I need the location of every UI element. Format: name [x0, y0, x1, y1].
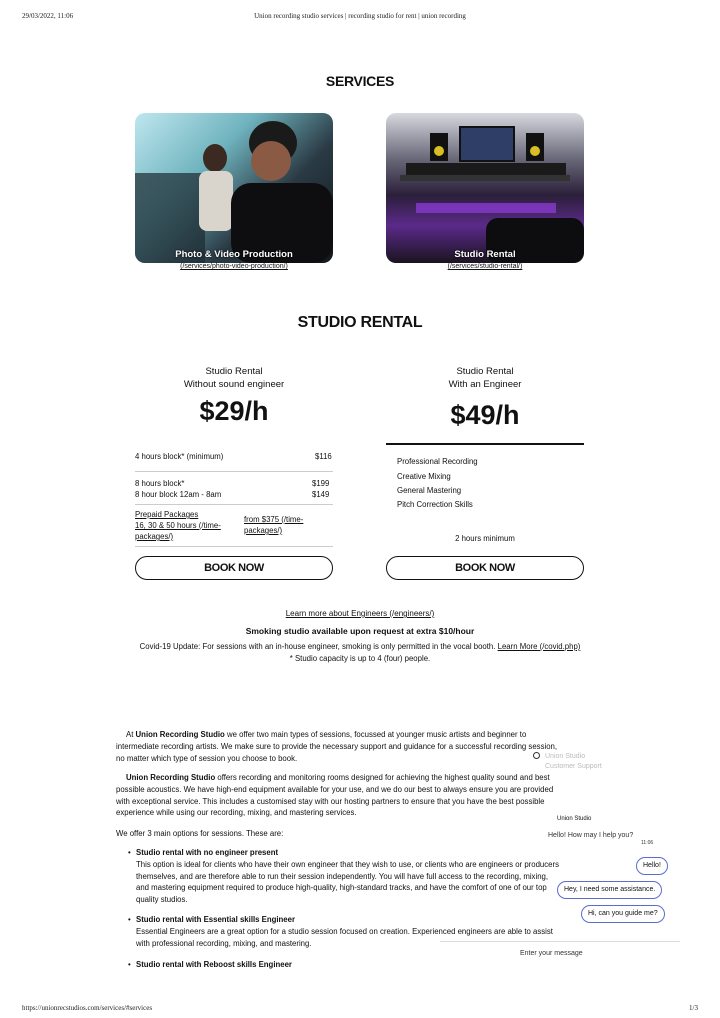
prepaid-label-line1: Prepaid Packages	[135, 510, 199, 519]
plan-b-price: $49/h	[450, 400, 520, 430]
plan-a-title	[135, 365, 333, 391]
plan-b-minimum: 2 hours minimum	[455, 534, 515, 543]
prepaid-value-line2: packages/)	[244, 526, 283, 535]
learn-more-row	[0, 609, 720, 618]
plan-a-divider-1	[135, 471, 333, 472]
studio-rental-heading: STUDIO RENTAL	[297, 314, 423, 331]
intro-line-1-rest: we offer two main types of sessions, focussed at younger music artists and beginner to	[226, 730, 527, 739]
option-1-line-2: themselves, and are therefore able to run their session independently. You will have full access to the recording, mixing,	[136, 871, 549, 881]
plan-a-row-2-value: $199	[312, 479, 330, 488]
photo-video-image	[135, 113, 333, 263]
chat-logo-icon	[533, 752, 540, 759]
plan-b-divider	[386, 443, 584, 445]
plan-b-title-line2: With an Engineer	[448, 379, 522, 390]
plan-a-title-line1: Studio Rental	[205, 366, 263, 377]
intro-line-2: intermediate recording artists. We make sure to provide the necessary support and guidance for a successful recording session,	[116, 741, 558, 751]
capacity-note: * Studio capacity is up to 4 (four) people.	[289, 654, 431, 663]
photo-video-label: Photo & Video Production	[175, 249, 293, 260]
plan-a-row-3-value: $149	[312, 490, 330, 499]
plan-a-price: $29/h	[199, 396, 269, 426]
option-2-line-2: with professional recording, mixing, and mastering.	[136, 938, 312, 948]
plan-b-book-now-button[interactable]: BOOK NOW	[386, 556, 584, 580]
plan-a-row-2-label: 8 hours block*	[135, 479, 185, 488]
covid-learn-more-link[interactable]: Learn More (/covid.php)	[497, 642, 581, 651]
learn-more-engineers-link[interactable]: Learn more about Engineers (/engineers/)	[285, 609, 435, 618]
acoustics-line-3: with exceptional service. This includes a customised stay with our hosting partners to ensure that you have the best possible	[116, 796, 545, 806]
studio-rental-card[interactable]	[386, 113, 584, 263]
chat-bubble-guide[interactable]: Hi, can you guide me?	[581, 905, 665, 923]
option-3	[128, 959, 604, 971]
intro-pre: At	[126, 730, 134, 739]
acoustics-line-1-rest: offers recording and monitoring rooms designed for achieving the highest quality sound and best	[217, 773, 550, 782]
option-3-title: Studio rental with Reboost skills Engineer	[136, 960, 292, 969]
prepaid-packages-link[interactable]	[135, 509, 235, 542]
intro-line-3: no matter which type of session you choose to book.	[116, 753, 298, 763]
plan-b-feature-4: Pitch Correction Skills	[397, 500, 473, 509]
acoustics-brand: Union Recording Studio	[126, 773, 216, 782]
plan-a-divider-3	[135, 546, 333, 547]
studio-rental-label: Studio Rental	[454, 249, 516, 260]
option-1-line-4: quality studios.	[136, 895, 188, 905]
print-url: https://unionrecstudios.com/services/#services	[22, 1004, 153, 1012]
covid-notice	[0, 642, 720, 651]
option-1	[128, 847, 604, 906]
plan-a-row-3-label: 8 hour block 12am - 8am	[135, 490, 222, 499]
chat-input-divider	[440, 941, 680, 942]
bullet-2: •	[128, 915, 131, 924]
chat-faded-sub: Customer Support	[545, 763, 602, 770]
prepaid-value-line1: from $375 (/time-	[244, 515, 304, 524]
plan-b-feature-1: Professional Recording	[397, 457, 478, 466]
print-title: Union recording studio services | recording studio for rent | union recording	[254, 12, 466, 20]
intro-line-1	[116, 729, 604, 741]
plan-b-title	[386, 365, 584, 391]
plan-a-row-1-label: 4 hours block* (minimum)	[135, 452, 224, 461]
acoustics-paragraph	[116, 772, 604, 819]
prepaid-label-line2: 16, 30 & 50 hours (/time-	[135, 521, 221, 530]
print-date: 29/03/2022, 11:06	[22, 12, 74, 20]
option-2	[128, 914, 604, 949]
intro-brand: Union Recording Studio	[135, 730, 225, 739]
plan-a-book-now-button[interactable]: BOOK NOW	[135, 556, 333, 580]
photo-video-link[interactable]: (/services/photo-video-production/)	[180, 263, 288, 270]
option-1-title: Studio rental with no engineer present	[136, 848, 279, 857]
print-page-number: 1/3	[689, 1004, 698, 1012]
option-2-title: Studio rental with Essential skills Engineer	[136, 915, 296, 924]
plan-b-title-line1: Studio Rental	[456, 366, 514, 377]
chat-brand: Union Studio	[557, 816, 592, 822]
studio-rental-image	[386, 113, 584, 263]
smoking-notice: Smoking studio available upon request at extra $10/hour	[245, 626, 475, 636]
option-2-line-1: Essential Engineers are a great option for a studio session focused on creation. Experienced engineers are able to assist	[136, 926, 553, 936]
acoustics-line-4: experience while using our recording, mixing, and mastering services.	[116, 808, 357, 818]
chat-greeting: Hello! How may I help you?	[548, 832, 634, 839]
photo-video-card[interactable]	[135, 113, 333, 263]
bullet-3: •	[128, 960, 131, 969]
chat-faded-name: Union Studio	[545, 753, 586, 760]
plan-a-title-line2: Without sound engineer	[183, 379, 285, 390]
chat-message-input[interactable]: Enter your message	[520, 950, 583, 957]
plan-a-divider-2	[135, 504, 333, 505]
chat-bubble-hello[interactable]: Hello!	[636, 857, 668, 875]
options-heading: We offer 3 main options for sessions. These are:	[116, 829, 284, 838]
chat-time: 11:06	[641, 840, 654, 846]
plan-b-feature-2: Creative Mixing	[397, 472, 451, 481]
prepaid-label-line3: packages/)	[135, 532, 174, 541]
intro-paragraph	[116, 729, 604, 764]
option-1-line-3: and mastering equipment required to produce high-quality, high-standard tracks, and have the comfort of one of our top	[136, 883, 547, 893]
covid-text: Covid-19 Update: For sessions with an in-house engineer, smoking is only permitted in the vocal booth.	[139, 642, 496, 651]
acoustics-line-1	[116, 772, 604, 784]
studio-rental-link[interactable]: (/services/studio-rental/)	[447, 263, 523, 270]
services-heading: SERVICES	[325, 73, 395, 89]
option-1-line-1: This option is ideal for clients who have their own engineer that they wish to use, or clients who are engineers or producers	[136, 859, 559, 869]
plan-a-row-1-value: $116	[315, 452, 332, 461]
chat-bubble-assistance[interactable]: Hey, I need some assistance.	[557, 881, 662, 899]
acoustics-line-2: possible acoustics. We have high-end equipment available for your use, and we do our best to always ensure you are provided	[116, 784, 554, 794]
plan-b-feature-3: General Mastering	[397, 486, 462, 495]
prepaid-price-link[interactable]	[244, 514, 334, 536]
bullet-1: •	[128, 848, 131, 857]
